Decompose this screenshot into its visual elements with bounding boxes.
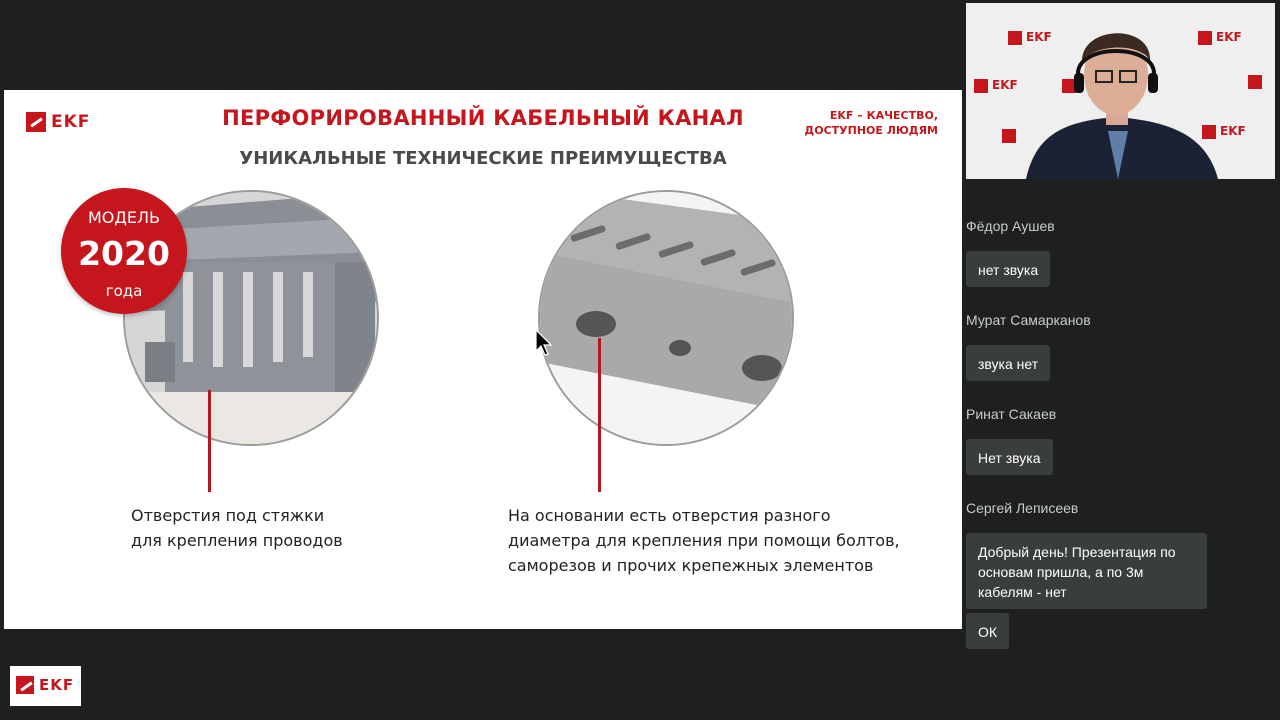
caption-right-line-2: диаметра для крепления при помощи болтов,	[508, 531, 900, 550]
chat-message: нет звука	[966, 251, 1050, 287]
presentation-slide	[4, 90, 962, 629]
corner-ekf-logo	[10, 666, 81, 706]
chat-author: Мурат Самарканов	[966, 312, 1091, 328]
slogan	[804, 108, 938, 138]
ekf-logo-text: EKF	[51, 112, 91, 132]
badge-label: МОДЕЛЬ	[87, 208, 160, 227]
chat-author: Сергей Леписеев	[966, 500, 1079, 516]
backdrop-logo-text-2: EKF	[1216, 30, 1242, 44]
pointer-arrow-left	[208, 390, 211, 492]
duct-base-photo	[538, 190, 794, 446]
corner-logo-mark-icon	[16, 676, 34, 694]
model-2020-badge	[61, 188, 187, 314]
duct-base-illustration	[540, 192, 792, 444]
backdrop-logo-text-4: EKF	[1220, 124, 1246, 138]
chat-message: Добрый день! Презентация по основам пришла, а по 3м кабелям - нет	[966, 533, 1207, 609]
slogan-line-2: ДОСТУПНОЕ ЛЮДЯМ	[804, 124, 938, 137]
chat-author: Фёдор Аушев	[966, 218, 1055, 234]
slide-title: ПЕРФОРИРОВАННЫЙ КАБЕЛЬНЫЙ КАНАЛ	[222, 106, 744, 130]
caption-right	[508, 503, 900, 578]
caption-right-line-3: саморезов и прочих крепежных элементов	[508, 556, 874, 575]
backdrop-logo-text-1: EKF	[1026, 30, 1052, 44]
backdrop-logo-text-3: EKF	[992, 78, 1018, 92]
chat-author: Ринат Сакаев	[966, 406, 1057, 422]
chat-message: звука нет	[966, 345, 1050, 381]
caption-left-line-2: для крепления проводов	[131, 531, 343, 550]
speaker-video	[966, 3, 1275, 179]
badge-year: 2020	[78, 234, 170, 273]
badge-suffix: года	[105, 282, 143, 300]
slide-subtitle: УНИКАЛЬНЫЕ ТЕХНИЧЕСКИЕ ПРЕИМУЩЕСТВА	[239, 148, 727, 169]
slogan-line-1: EKF – КАЧЕСТВО,	[829, 109, 938, 122]
chat-message: Нет звука	[966, 439, 1053, 475]
pointer-arrow-right	[598, 338, 601, 492]
mouse-cursor-icon	[535, 329, 555, 357]
corner-logo-text: EKF	[39, 676, 75, 694]
caption-left	[131, 503, 343, 553]
caption-right-line-1: На основании есть отверстия разного	[508, 506, 831, 525]
chat-message: ОК	[966, 613, 1009, 649]
caption-left-line-1: Отверстия под стяжки	[131, 506, 325, 525]
